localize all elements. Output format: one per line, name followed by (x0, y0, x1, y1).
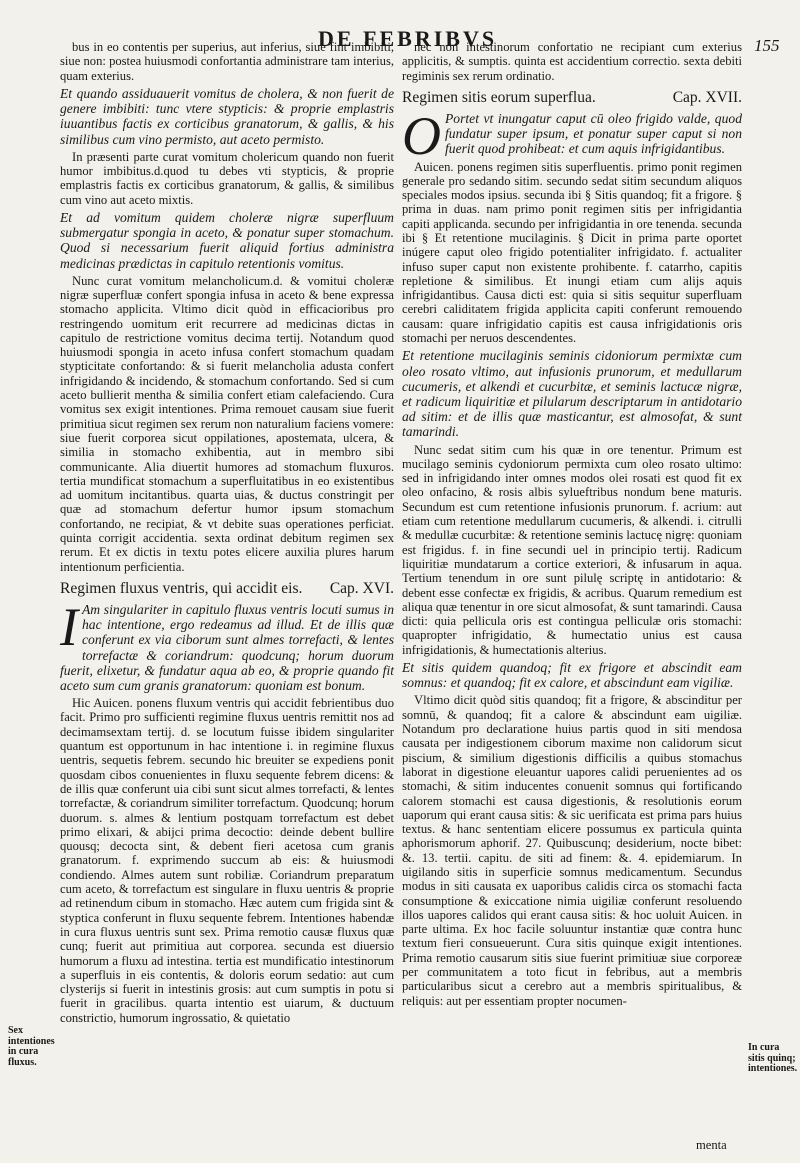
paragraph-text: Am singulariter in capitulo fluxus ventris locuti sumus in hac intentione, ergo redeamus ad illud. Et de illis quæ conferunt ex via ciborum sunt almes torrefacti, & lentes torrefactæ & coriandrum: quodcunq; horum duorum fuerit, elixetur, & fundatur aqua ab eo, & proprie quando fit aceto sum cum granis granatorum: quoniam est bonum. (60, 601, 394, 693)
paragraph-text: Vltimo dicit quòd sitis quandoq; fit a frigore, & abscinditur per somnū, & quandoq; fit a calore & abscindunt eam uigiliæ. Notandum pro declaratione huius partis quod in siti mendosa causata per indigestionem ciborum maxime non calidorum sicut piscium, & similium digestionis difficilis a quibus stomachus laborat in digestione eleuantur uapores calidi peruenientes ad os stomachi, & sitim inducentes conuenit somnus qui fortificando calorem stomachi est causa digestionis, & resolutionis eorum uaporum qui erant causa sitis: & sic uerificata est prima pars huius textus. & hanc sententiam elicere possumus ex particula quinta aphorismorum aphorif. 27. Quibuscunq; desiderium, nocte bibet: &. 13. tertii. capitu. de siti ad finem: &. 4. epidemiarum. In uigilando sitis in superficie somnus medicamentum. Secundus modus in siti causata ex uaporibus calidis circa os stomachi facta consumptione & exiccatione nimia uigiliæ conferunt resoluendo illos uapores calidos qui erant causa sitis: & hoc uoluit Auicen. in parte ultima. Ex hoc facile soluuntur instantiæ quæ contra hunc textum fieri consueuerunt. Cura sitis quinque exigit intentiones. Prima remotio causarum sitis siue fuerint primitiuæ siue corporeæ per communitatem a toto ficut in febribus, aut a membris particularibus sicut a cerebro aut a membris spiritualibus, & reliquis: aut per essentiam propter nocumen- (402, 693, 742, 1008)
paragraph-text: Et retentione mucilaginis seminis cidoniorum permixtæ cum oleo rosato vltimo, aut infusionis prunorum, et medullarum cucumeris, et alkendi et cucurbitæ, et seminis lactucæ nigræ, et radicum liquiritiæ et pilularum descriptarum in antidotario ad sitim: et de illis quæ masticantur, est almosofat, & sunt tamarindi. (402, 348, 742, 440)
commentary-lemma (60, 210, 394, 271)
margin-note-left: Sex intentiones in cura fluxus. (8, 1025, 55, 1068)
paragraph-text: Portet vt inungatur caput cū oleo frigido valde, quod fundatur super ipsum, et ponatur super caput si non fuerit quod prohibeat: et cum aquis infrigidantibus. (445, 110, 742, 157)
left-column (60, 40, 394, 1028)
chapter-number: Cap. XVI. (329, 579, 394, 597)
margin-note-right: In cura sitis quinq; intentiones. (748, 1042, 798, 1074)
commentary-paragraph (402, 160, 742, 346)
chapter-heading (60, 580, 394, 598)
paragraph-text: In præsenti parte curat vomitum cholericum quando non fuerit humor imbibitus.d.quod tu debes vti stypticis, & proprie emplastris factis ex corticibus granatorum, & gallis, & similibus cum vino aut aceto mixtis. (60, 149, 394, 207)
catchword: menta (696, 1138, 727, 1152)
commentary-lemma (402, 660, 742, 690)
commentary-paragraph (402, 443, 742, 657)
commentary-lemma (402, 348, 742, 439)
paragraph-text: Auicen. ponens regimen sitis superfluentis. primo ponit regimen generale pro sedando sitim. secundo sedat sitim secundum aliquos speciales modos ipsius. secunda ibi § Sitis quandoq; fit a frigore. § prima in duas. nam primo ponit regimen sitis per infrigidantia capiti applicanda. secundo per infrigidantia in ore tenenda. secunda ibi § Et retentione mucilaginis. § Dicit in prima parte oportet inúgere caput oleo frigido potentialiter infrigidato. f. actualiter infuso super caput non existente prohibente. f. catarrho, capitis repletione & similibus. Et inungi etiam cum alijs aquis infrigidantibus. Causa dicti est: quia si sitis sequitur superfluam cerebri caliditatem frigida applicita capiti conferunt remouendo causam: quare infrigidatio capitis est causa infrigidationis oris stomachi per neruos descendentes. (402, 159, 742, 346)
paragraph-text: bus in eo contentis per superius, aut inferius, siue fint imbibiti, siue non: postea huiusmodi confortantia administrare tam interius, quam exterius. (60, 40, 394, 83)
commentary-lemma (60, 596, 394, 693)
commentary-paragraph (60, 150, 394, 207)
commentary-paragraph (60, 274, 394, 574)
paragraph-text: Nunc curat vomitum melancholicum.d. & vomitui choleræ nigræ superfluæ confert spongia infusa in aceto & bene expressa stomacho applicita. Vltimo dicit quòd in efficacioribus pro restringendo uomitum erit recurrere ad medicinas dictas in capitulo de restrictione vomitus decima tertij. Notandum quod huiusmodi spongia in aceto infusa confert stomachum quadam stypticitate confortando: & si fuerit melancholia adusta confert infrigidando & incidendo, & stomachum confortando. Sed si cum aceto bullierit mentha & similia confert etiam calefaciendo. Cura vomitus sex exigit intentiones. Prima remouet causam siue fuerit primitiua sicut regimen sex rerum non naturalium faciens vomere: siue fuerit corporea sicut oppilationes, apostemata, ulcera, & similia in stomacho exhibentia, aut in membro sibi communicante. Alia diuertit humores ad stomachum fluxuros. tertia mundificat stomachum a superfluitatibus in eo existentibus ad uomitum incitantibus. quarta uias, & ductus constringit per quæ ad stomachum defertur humor ipsum stomachum confortando, ne recipiat, & vt debite suas operationes perficiat. quinta corrigit accidentia. sexta ordinat debitum regimen sex rerum. Et ex dictis in textu potes elicere auxilia plures harum intentionum perficientia. (60, 273, 394, 574)
chapter-title: Regimen sitis eorum superflua. (402, 88, 596, 106)
chapter-number: Cap. XVII. (672, 88, 742, 106)
paragraph-text: Hic Auicen. ponens fluxum ventris qui accidit febrientibus duo facit. Primo pro sufficienti regimine fluxus uentris remittit nos ad decimamsextam tertij. d. se locutum fuisse ibidem singulariter quantum est opportunum in hac intentione i. in regimine fluxus uentris, sequetis febrem. secundo hic breuiter se expediens ponit quosdam cibos conuenientes in fluxu sequente febrem dicens: & de illis quæ conferunt uia cibi sunt sicut almes torrefacti, & lentes torrefactæ, & coriandrum similiter torrefactum. Quodcunq; horum duorum. s. almes & lentium postquam torrefactum est debet primo elixari, & abijci prima decoctio: deinde debent bullire quousq; decocta sint, & debent fieri acetosa cum granis granatorum. f. exprimendo succum ab eis: & huiusmodi condiendo. Almes autem sunt robiliæ. Coriandrum preparatum cum aceto, & torrefactum est singulare in fluxu uentris & proprie ad retinendum cibum in stomacho. Hæc autem cum frigida sint & styptica conferunt in fluxu sequente febrem. Intentiones habendæ in cura fluxus uentris sunt sex. Prima remotio causæ fluxus quæ cunq; fuerit aut primitiua aut corporea. secunda est diuersio humorum a fluxu ad intestina. tertia est mundificatio intestinorum a superfluis in eis contentis, & doloris eorum sedatio: aut cum clysterijs si fuerit in intestinis grosis: aut cum sumptis in potu si fuerit in gracilibus. quarta intentio est uiarum, & ductuum constrictio, humorum ingrossatio, & quietatio (60, 696, 394, 1025)
right-column (402, 40, 742, 1011)
commentary-paragraph (402, 693, 742, 1008)
paragraph-text: Et sitis quidem quandoq; fit ex frigore et abscindit eam somnus: et quandoq; fit ex calore, et abscindunt eam vigiliæ. (402, 660, 742, 691)
paragraph-text: Et quando assiduauerit vomitus de cholera, & non fuerit de genere imbibiti: tunc vtere stypticis: & proprie emplastris iuuantibus factis ex corticibus granatorum, & gallis, & his similibus cum vino permisto, aut aceto permisto. (60, 85, 394, 147)
drop-cap: I (60, 596, 78, 657)
chapter-heading (402, 89, 742, 107)
paragraph-text: Nunc sedat sitim cum his quæ in ore tenentur. Primum est mucilago seminis cydoniorum permixta cum oleo rosato ultimo: sed in infrigidando inter omnes modos olei rosati est quod fit ex oleo onfacino, & rosis albis sylueftribus nondum bene maturis. Secundum est cum retentione infusionis prunorum. f. acrium: aut etiam cum retentione medullarum cucumeris, & alkendi. i. citrulli & medullæ cucurbitæ: & retentione seminis lactucę nigrę: quoniam est frigidus. f. in fine secundi uel in principio tertij. Radicum liquiritiæ mundatarum a cortice exteriori, & infusarum in aqua. Tertium tenendum in ore sunt pilulę scriptę in antidotario: & debent esse confectæ ex frigidis, & acribus. Quarum remedium est aliqua quæ tenentur in ore sicut almosofat, & sunt tamarindi. Causa dicti: quia pellicula oris est contingua pelliculæ oris stomachi: quapropter infrigidatio, & humectatio unius est causa infrigidationis, & humectationis alterius. (402, 442, 742, 657)
commentary-lemma (402, 105, 742, 166)
paragraph-text: nec non intestinorum confortatio ne recipiant cum exterius applicitis, & sumptis. quinta est accidentium correctio. sexta debiti regiminis sex rerum ordinatio. (402, 40, 742, 83)
page-number: 155 (754, 36, 780, 55)
drop-cap: O (402, 105, 441, 166)
paragraph-text: Et ad vomitum quidem choleræ nigræ superfluum submergatur spongia in aceto, & ponatur super stomachum. Quod si necessarium fuerit aliquid fortius administra medicinas prædictas in capitulo retentionis vomitus. (60, 209, 394, 271)
running-title: DE FEBRIBVS (318, 26, 498, 51)
commentary-lemma (60, 86, 394, 147)
commentary-paragraph (60, 696, 394, 1025)
chapter-title: Regimen fluxus ventris, qui accidit eis. (60, 579, 303, 597)
commentary-paragraph (402, 40, 742, 83)
commentary-paragraph (60, 40, 394, 83)
